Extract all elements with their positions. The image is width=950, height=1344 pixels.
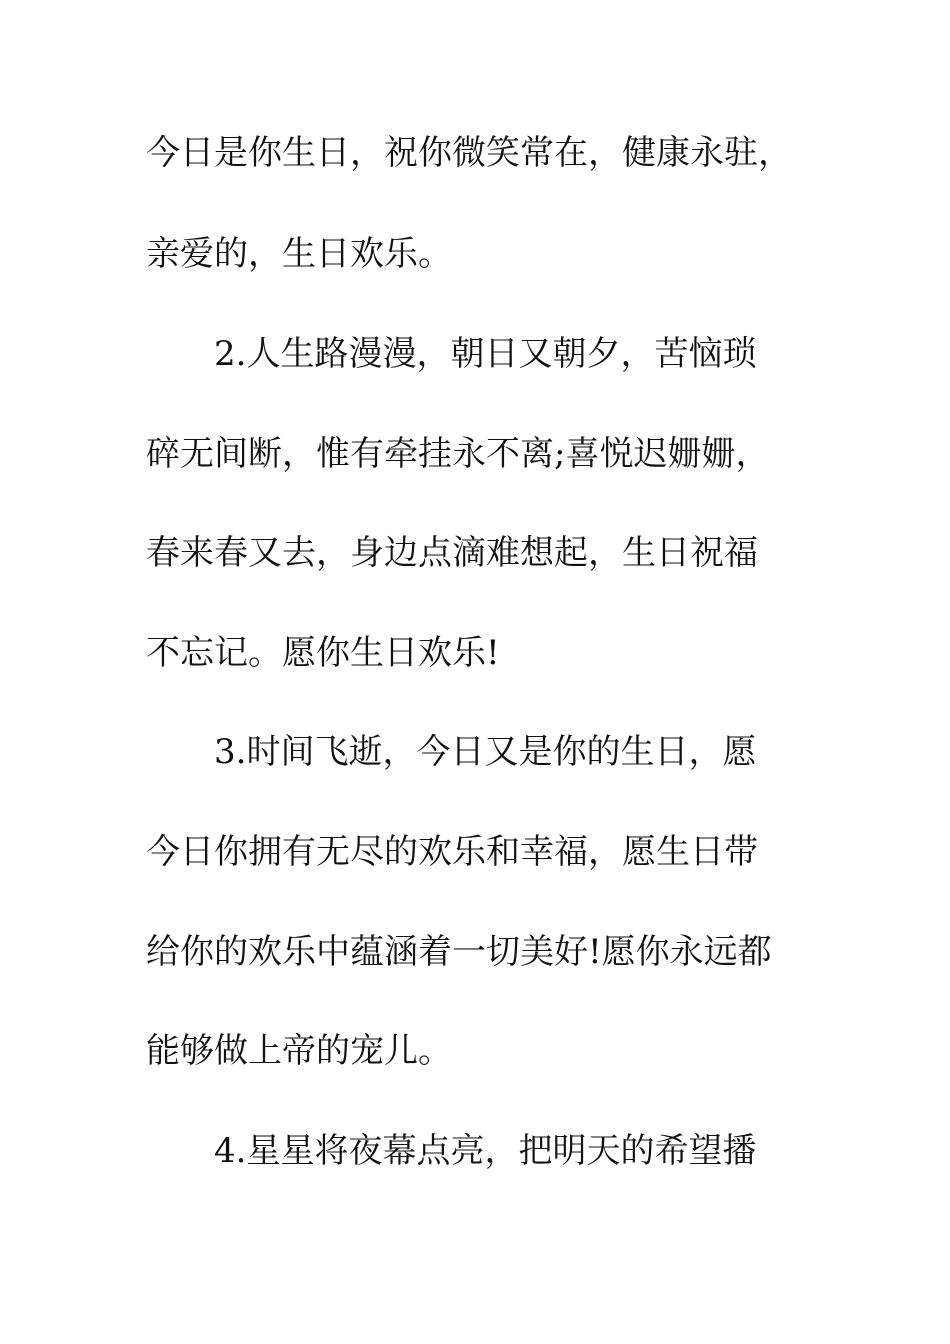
paragraph-4-start: 4.星星将夜幕点亮，把明天的希望播 [214, 1131, 757, 1171]
text-line: 今日你拥有无尽的欢乐和幸福，愿生日带 [146, 832, 758, 872]
paragraph-2-start: 2.人生路漫漫，朝日又朝夕，苦恼琐 [214, 334, 757, 374]
text-line: 不忘记。愿你生日欢乐! [146, 633, 500, 673]
text-line: 给你的欢乐中蕴涵着一切美好!愿你永远都 [146, 932, 772, 972]
text-line: 能够做上帝的宠儿。 [146, 1031, 452, 1071]
paragraph-3-start: 3.时间飞逝，今日又是你的生日，愿 [214, 732, 757, 772]
text-line: 碎无间断，惟有牵挂永不离;喜悦迟姗姗， [146, 434, 770, 474]
text-line: 今日是你生日，祝你微笑常在，健康永驻， [146, 133, 792, 173]
text-line: 春来春又去，身边点滴难想起，生日祝福 [146, 533, 758, 573]
text-line: 亲爱的，生日欢乐。 [146, 234, 452, 274]
